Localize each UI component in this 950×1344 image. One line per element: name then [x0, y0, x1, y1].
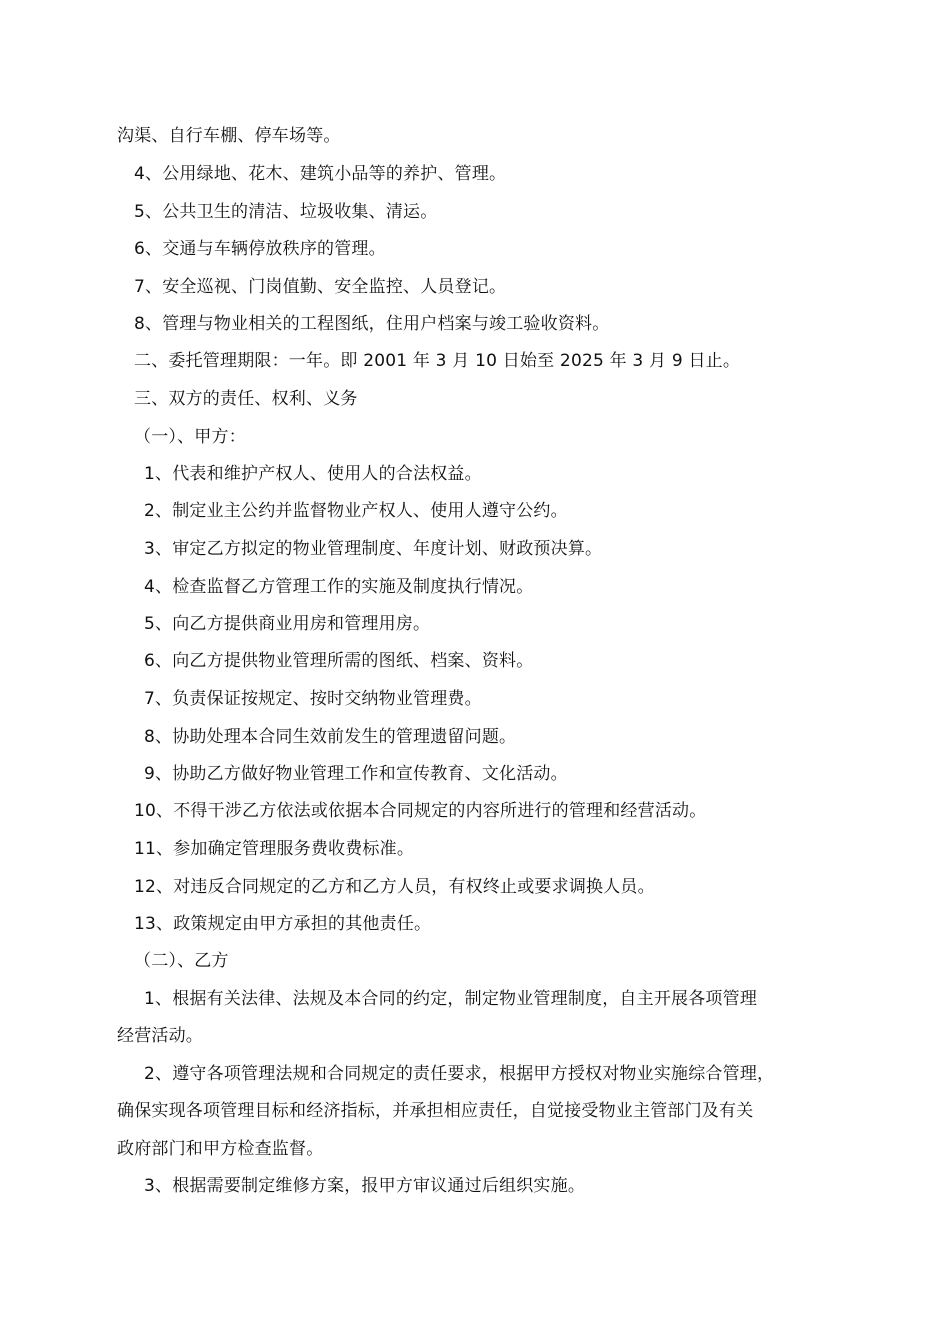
- text-line: 13、政策规定由甲方承担的其他责任。: [134, 914, 432, 934]
- text-line: 二、委托管理期限：一年。即 2001 年 3 月 10 日始至 2025 年 3 月 9 日止。: [134, 351, 741, 371]
- text-line: （二）、乙方: [134, 951, 229, 971]
- text-line: 8、协助处理本合同生效前发生的管理遗留问题。: [144, 727, 517, 747]
- text-line: 经营活动。: [117, 1026, 203, 1046]
- text-line: 3、审定乙方拟定的物业管理制度、年度计划、财政预决算。: [144, 539, 603, 559]
- text-line: 2、遵守各项管理法规和合同规定的责任要求，根据甲方授权对物业实施综合管理，: [144, 1064, 775, 1084]
- text-line: 5、向乙方提供商业用房和管理用房。: [144, 614, 431, 634]
- text-line: 8、管理与物业相关的工程图纸，住用户档案与竣工验收资料。: [134, 314, 610, 334]
- text-line: 6、向乙方提供物业管理所需的图纸、档案、资料。: [144, 651, 534, 671]
- text-line: 确保实现各项管理目标和经济指标，并承担相应责任，自觉接受物业主管部门及有关: [117, 1101, 754, 1121]
- text-line: 6、交通与车辆停放秩序的管理。: [134, 239, 386, 259]
- text-line: 1、根据有关法律、法规及本合同的约定，制定物业管理制度，自主开展各项管理: [144, 989, 758, 1009]
- text-line: 7、负责保证按规定、按时交纳物业管理费。: [144, 689, 482, 709]
- text-line: 10、不得干涉乙方依法或依据本合同规定的内容所进行的管理和经营活动。: [134, 801, 707, 821]
- text-line: 三、双方的责任、权利、义务: [134, 389, 358, 409]
- text-line: 5、公共卫生的清洁、垃圾收集、清运。: [134, 202, 438, 222]
- text-line: 1、代表和维护产权人、使用人的合法权益。: [144, 464, 482, 484]
- text-line: 7、安全巡视、门岗值勤、安全监控、人员登记。: [134, 277, 507, 297]
- text-line: （一）、甲方：: [134, 427, 246, 447]
- text-line: 3、根据需要制定维修方案，报甲方审议通过后组织实施。: [144, 1176, 586, 1196]
- text-line: 4、公用绿地、花木、建筑小品等的养护、管理。: [134, 164, 507, 184]
- text-line: 9、协助乙方做好物业管理工作和宣传教育、文化活动。: [144, 764, 568, 784]
- text-line: 沟渠、自行车棚、停车场等。: [117, 126, 341, 146]
- text-line: 政府部门和甲方检查监督。: [117, 1139, 324, 1159]
- text-line: 2、制定业主公约并监督物业产权人、使用人遵守公约。: [144, 501, 568, 521]
- text-line: 12、对违反合同规定的乙方和乙方人员，有权终止或要求调换人员。: [134, 877, 655, 897]
- text-line: 11、参加确定管理服务费收费标准。: [134, 839, 415, 859]
- text-line: 4、检查监督乙方管理工作的实施及制度执行情况。: [144, 577, 534, 597]
